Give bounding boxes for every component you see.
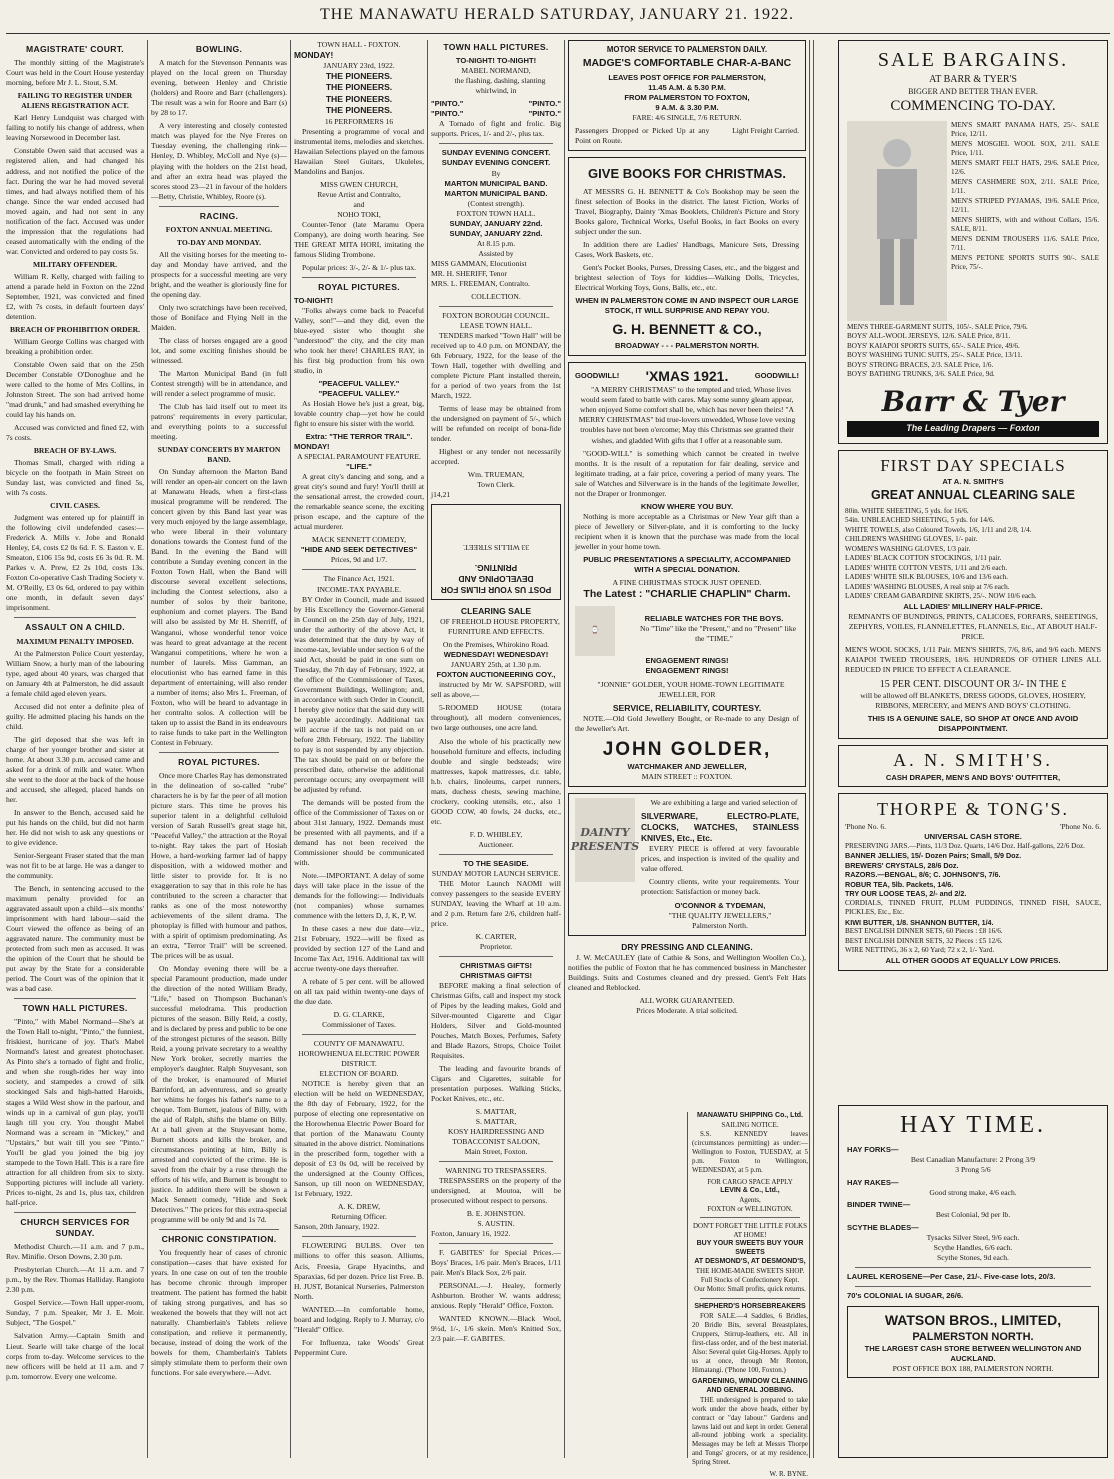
grocery-list: PRESERVING JARS.—Pints, 11/3 Doz. Quarts, 14/6 Doz. Half-gallons, 22/6 Doz. BANNER JELLIES, 15/- Dozen Pairs; Small, 5/9 Doz. BREWERS' CRYSTALS, 28/6 Doz. RAZORS.—BENGAL, 8/6; C. JOHNSON'S, 7/6. ROBUR TEA, 5lb. Packets, 14/6. TRY OUR LOOSE TEAS, 2/- and 2/2. CORDIALS, TINNED FRUIT, PLUM PUDDINGS, TINNED FISH, SAUCE, PICKLES, Etc., Etc. KIWI BUTTER, 1/8. SHANNON BUTTER, 1/4. BEST ENGLISH DINNER SETS, 60 Pieces : £8 16/6. BEST ENGLISH DINNER SETS, 32 Pieces : £5 12/6. WIRE NETTING, 36 x 2, 60 Yard; 72 x 2, 1/- Yard. <box>845 841 1101 955</box>
shipping-column: MANAWATU SHIPPING Co., Ltd. SAILING NOTICE. S.S. KENNEDY leaves (circumstances permitting) as under:—Wellington to Foxton, TUESDAY, at 5 p.m. Foxton to Wellington, WEDNESDAY, at 5 p.m. FOR CARGO SPACE APPLY LEVIN & Co., Ltd., Agents, FOXTON or WELLINGTON. DON'T FORGET THE LITTLE FOLKS AT HOME! BUY YOUR SWEETS BUY YOUR SWEETS AT DESMOND'S, AT DESMOND'S, THE HOME-MADE SWEETS SHOP. Full Stocks of Confectionery Kept. Our Motto: Small profits, quick returns. SHEPHERD'S HORSEBREAKERS FOR SALE.—4 Saddles, 6 Bridles, 20 Bridle Bits, several Breastplates, Cruppers, Stirrup-leathers, etc. All in first-class order, and of the best material. Also: Several quiet Gig-Horses. Apply to us at once, through Mr Renton, Himatangi. ('Phone 100, Foxton.) GARDENING, WINDOW CLEANING AND GENERAL JOBBING. THE undersigned is prepared to take work under the above heads, either by contract or "day labour." Gardens and lawns laid out and kept in order. General all-round jobbing work a speciality. Messages may be left at Messrs Thorpe and Tongs' grocers, or at my residence, Spring Street. W. R. BYNE. <box>687 1112 808 1458</box>
an-smith-sale-ad: FIRST DAY SPECIALS AT A. N. SMITH'S GREAT ANNUAL CLEARING SALE 80in. WHITE SHEETING, 5 yds. for 16/6. 54in. UNBLEACHED SHEETING, 5 yds. for 14/6. WHITE TOWELS, also Coloured Towels, 1/6, 1/11 and 2/8, 1/4. CHILDREN'S WASHING GLOVES, 1/- pair. WOMEN'S WASHING GLOVES, 1/3 pair. LADIES' BLACK COTTON STOCKINGS, 1/11 pair. LADIES' WHITE COTTON VESTS, 1/11 and 2/6 each. LADIES' WHITE SILK BLOUSES, 10/6 and 13/6 each. LADIES' WASHING BLOUSES, A real snip at 7/6 each. LADIES' CREAM GABARDINE SKIRTS, 25/-. NOW 10/6 each. ALL LADIES' MILLINERY HALF-PRICE. REMNANTS OF BUNDINGS, PRINTS, CALICOES, FORFARS, SHEETINGS, ZEPHYRS, VOILES, FLANNELETTES, FLANNELS, Etc., AT ABOUT HALF-PRICE. MEN'S WOOL SOCKS, 1/11 Pair. MEN'S SHIRTS, 7/6, 8/6, and 9/6 each. MEN'S KAIAPOI TWEED TROUSERS, 18/6. HUNDREDS OF OTHER LINES ALL REDUCED IN PRICE TO EFFECT A CLEARANCE. 15 PER CENT. DISCOUNT OR 3/- IN THE £ will be allowed off BLANKETS, DRESS GOODS, GLOVES, HOSIERY, RIBBONS, MERCERY, and MEN'S AND BOYS' CLOTHING. THIS IS A GENUINE SALE, SO SHOP AT ONCE AND AVOID DISAPPOINTMENT. <box>838 450 1108 739</box>
paragraph: TENDERS marked "Town Hall" will be received up to 4.0 p.m. on MONDAY, the 6th February, 1922, for the lease of the Town Hall, together with dwelling and complete Picture Plant installed therein, for a period of two years from the 1st March, 1922. <box>431 330 561 400</box>
column-rule <box>427 40 428 1458</box>
band-name: MARTON MUNICIPAL BAND. <box>444 188 548 198</box>
performers-line: 16 PERFORMERS 16 <box>324 116 394 126</box>
subheading: TO-DAY AND MONDAY. <box>176 237 262 247</box>
paragraph: Constable Owen said that accused was a registered alien, and had changed his address, and not notified the police of the fact. During the war he had moved several times, and had always notified them of his change. Since the war ended accused had moved again, and had not sent in any notification of the fact. Accused was under the impression that the regulations had ceased automatically with the ending of the war. Convicted and ordered to pay costs 5s. <box>6 146 144 256</box>
column-rule <box>564 40 565 1458</box>
town-hall-header: TOWN HALL - FOXTON. <box>317 40 401 49</box>
hay-time-ad: HAY TIME. HAY FORKS— Best Canadian Manufacture: 2 Prong 3/9 3 Prong 5/6 HAY RAKES— Good strong make, 4/6 each. BINDER TWINE— Best Colonial, 9d per lb. SCYTHE BLADES— Tysacks Silver Steel, 9/6 each. Scythe Handles, 6/6 each. Scythe Stones, 9d each. LAUREL KEROSENE—Per Case, 21/-. Five-case lots, 20/3. 70's COLONIAL IA SUGAR, 26/6. WATSON BROS., LIMITED, PALMERSTON NORTH. THE LARGEST CASH STORE BETWEEN WELLINGTON AND AUCKLAND. POST OFFICE BOX 188, PALMERSTON NORTH. <box>838 1105 1108 1458</box>
heading-magistrates-court: MAGISTRATE' COURT. <box>26 44 124 54</box>
subheading: CIVIL CASES. <box>50 500 100 510</box>
man-illustration-icon <box>847 121 947 321</box>
collection: COLLECTION. <box>471 291 521 301</box>
paragraph: NOTICE is hereby given that an election will be held on WEDNESDAY, the 8th day of February, 1922, for the purpose of electing one representative on the Horowhenua Electric Power Board for that portion of the Manawatu County situated in the above district. Nominations in the prescribed form, together with a deposit of £3 0s 0d, will be received by the undersigned at the County Offices, Sanson, up till noon on WEDNESDAY, 1st February, 1922. <box>294 1079 424 1199</box>
signature: Commissioner of Taxes. <box>322 1020 396 1030</box>
paragraph: The Club has laid itself out to meet its patrons' requirements in every particular, and everything points to a successful meeting. <box>151 402 287 442</box>
paragraph: On Sunday afternoon the Marton Band will render an open-air concert on the lawn at Manawatu Heads, when a first-class musical programme will be rendered. The concert given by this Band last year was very much enjoyed by the large assemblage, who were liberal in their voluntary donations towards the Contest fund of the Band. In the evening the Band will contribute a Sunday evening concert in the Foxton Town Hall, when the Band will discourse several excellent selections, including the Contest selections, also a number of solos by their baritone, euphonium and cornet players. The Band will also be assisted by Mr H. Sherriff, of Wanganui, whose wonderful tenor voice was heard to great advantage at the recent Wanganui competitions, where he won a number of laurels. Miss Gamman, an elocutionist who has earned fame in this department of entertaining, will also render a number of items; also Mrs L. Freeman, of Foxton, who will be heard to advantage in her contralto solos. A collection will be taken up to assist the Band in its endeavours to raise funds to take part in the Wellington Contest in February. <box>151 467 287 747</box>
extra-line: Extra: "THE TERROR TRAIL". <box>305 432 413 442</box>
paragraph: For Influenza, take Woods' Great Peppermint Cure. <box>294 1337 424 1357</box>
heading-town-hall-pictures-ad: TOWN HALL PICTURES. <box>443 42 549 52</box>
paragraph: "Pinto," with Mabel Normand—She's at the Town Hall to-night, "Pinto," the funniest, friskiest, hurricane of joy. That's Mabel Normand's latest and greatest photochaser. As Pinto she's a tornado of fight and frolic, and when she rough-rides her way into society, and stampedes a crowd of silk stockinged Sals and high-hatted Haroids, stages a Wild West show in the parlour, and winds up in a carnival of gun play, you'll laugh till you cry. You thought Mabel Normand was a scream in "Mickey," and "Upstairs," but wait till you see "Pinto." You'll be glad you joined the big joy stampede to the Town Hall. This is a rare fire attraction for all children from six to sixty. Supporting pictures will include all variety. Prices to-night, 2s and 1s, plus tax, children half-price. <box>6 1017 144 1207</box>
divider <box>302 569 416 570</box>
masthead-rule <box>6 33 1110 34</box>
signature: Sanson, 20th January, 1922. <box>294 1222 380 1232</box>
column-rule <box>809 40 810 1458</box>
pioneers-title: THE PIONEERS. <box>325 82 393 93</box>
seaside-title: TO THE SEASIDE. <box>463 858 529 868</box>
divider <box>439 1161 553 1162</box>
signature: B. E. JOHNSTON. <box>466 1209 526 1219</box>
paragraph: Thomas Small, charged with riding a bicycle on the footpath in Main Street on Sunday last, was convicted and fined 5s, with 7s costs. <box>6 457 144 497</box>
subheading: MAXIMUM PENALTY IMPOSED. <box>16 636 134 646</box>
signature: Wm. TRUEMAN, <box>467 469 525 479</box>
paragraph: Presenting a programme of vocal and instrumental items, melodies and sketches. Hawaiian Selections played on the famous Hawaiian Steel Guitars, Ukuleles, Mandolins and Banjos. <box>294 126 424 176</box>
paragraph: THE Motor Launch NAOMI will convey passengers to the seaside EVERY SUNDAY, leaving the Wharf at 10 a.m. and 2 p.m. Return fare 2/6, children half-price. <box>431 878 561 928</box>
paragraph: Karl Henry Lundquist was charged with failing to notify his change of address, when leaving Norsewood in December last. <box>6 113 144 143</box>
divider <box>302 1236 416 1237</box>
reference: j14,21 <box>431 489 451 499</box>
pioneers-title: THE PIONEERS. <box>325 71 393 82</box>
performer: MR. H. SHERIFF, Tenor <box>431 268 507 278</box>
paragraph: Note.—IMPORTANT. A delay of some days will take place in the issue of the demands for the following:— Individuals (not companies) whose surnames commence with the letters D, J, K, P, W. <box>294 870 424 920</box>
subheading: FOXTON ANNUAL MEETING. <box>165 224 273 234</box>
clearing-sale-title: CLEARING SALE <box>460 605 532 616</box>
paragraph: BY Order in Council, made and issued by His Excellency the Governor-General in Council on the 25th day of July, 1921, under the authority of the above Act, it was determined that the duty by way of income-tax, leviable under section 6 of the said Act, should be paid in one sum on Tuesday, the 7th day of February, 1922, at the office of the Commissioner of Taxes, Government Buildings, Wellington; and, in accordance with such Order in Council, I hereby give notice that the said duty will be payable accordingly. Additional tax will accrue if the tax is not paid on or before 28th February, 1922. The liability to pay is not suspended by any objection. The tax should be paid on or before the prescribed date, otherwise the additional percentage occurs; any overpayment will be adjusted by refund. <box>294 594 424 794</box>
paragraph: A very interesting and closely contested match was played for the Nye Freres on Tuesday evening, the challenging rink—Henley, D. Whibley, McColl and Nye (s)—playing with the holders on the 21st head, and after an extra head was played the scores stood 23—21 in favour of the holders—Betty, Christie, Whibley, Roore (s). <box>151 121 287 201</box>
paragraph: BEFORE making a final selection of Christmas Gifts, call and inspect my stock of Pipes by the leading makes, Gold and Silver-mounted Cigarette and Cigar Holders, Silver and Gold-mounted Pouches, Match Boxes, Perfumes, Safety and Blade Razors, Strops, Choice Toilet Requisites. <box>431 980 561 1060</box>
divider <box>159 1229 279 1230</box>
sale-items: MEN'S SMART PANAMA HATS, 25/-. SALE Price, 12/11. MEN'S MOSGIEL WOOL SOX, 2/11. SALE Price, 1/11. MEN'S SMART FELT HATS, 29/6. SALE Price, 12/6. MEN'S CASHMERE SOX, 2/11. SALE Price, 1/11. MEN'S STRIPED PYJAMAS, 19/6. SALE Price, 12/11. MEN'S SHIRTS, with and without Collars, 15/6. SALE, 8/11. MEN'S DENIM TROUSERS 11/6. SALE Price, 7/11. MEN'S PETONE SPORTS SUITS 90/-. SALE Price, 75/-. <box>951 120 1099 272</box>
concert-time: At 8.15 p.m. <box>476 238 516 248</box>
dainty-presents-logo: DAINTY PRESENTS <box>575 798 635 882</box>
divider <box>14 1212 136 1213</box>
date-line: JANUARY 23rd, 1922. <box>323 61 395 71</box>
paragraph: The monthly sitting of the Magistrate's Court was held in the Court House yesterday morning, before Mr J. L. Stout, S.M. <box>6 58 144 88</box>
signature: Auctioneer. <box>478 839 514 849</box>
assisted-by: Assisted by <box>478 248 514 258</box>
paragraph: Counter-Tenor (late Maramu Opera Company), are doing worth hearing. See THE GREAT MITA HORI, imitating the famous Sliding Trombone. <box>294 219 424 259</box>
performer: MISS GAMMAN, Elocutionist <box>431 258 527 268</box>
christmas-gifts-title: CHRISTMAS GIFTS! <box>459 960 533 970</box>
paragraph: William R. Kelly, charged with failing to attend a parade held in Foxton on the 22nd September, 1921, was convicted and fined £2, with 7s costs, in default fourteen days' detention. <box>6 271 144 321</box>
paragraph: The class of horses engaged are a good lot, and some exciting finishes should be witnessed. <box>151 336 287 366</box>
watch-icon: ⌚ <box>575 606 615 656</box>
divider <box>439 143 553 144</box>
paragraph: Senior-Sergeant Fraser stated that the man was not fit to be at large. He was a danger to the community. <box>6 850 144 880</box>
artist-role: Revue Artist and Contralto, <box>317 189 401 199</box>
artist-name: MISS GWEN CHURCH, <box>320 179 398 189</box>
lease-title: LEASE TOWN HALL. <box>459 320 533 330</box>
contest-strength: (Contest strength). <box>467 198 525 208</box>
subheading: BREACH OF PROHIBITION ORDER. <box>9 324 141 334</box>
pioneers-title: THE PIONEERS. <box>325 105 393 116</box>
prices-line: Prices, 9d and 1/7. <box>330 555 388 565</box>
column-3 <box>294 40 424 1458</box>
signature: A. K. DREW, <box>337 1202 381 1212</box>
warning-title: WARNING TO TRESPASSERS. <box>445 1166 547 1176</box>
signature: F. D. WHIBLEY, <box>469 829 523 839</box>
paragraph: 5-ROOMED HOUSE (totara throughout), all modern conveniences, two large outhouses, one acre land. <box>431 703 561 733</box>
subheading: FAILING TO REGISTER UNDER ALIENS REGISTRATION ACT. <box>17 91 133 111</box>
paragraph: Methodist Church.—11 a.m. and 7 p.m., Rev. Minifie. Orson Downs, 2.30 p.m. <box>6 1242 144 1262</box>
paragraph: Only two scratchings have been received, those of Boniface and Flying Nell in the Maiden. <box>151 303 287 333</box>
paragraph: On Monday evening there will be a special Paramount production, made under the direction of the noted William Brady, "Life," based on Thompson Buchanan's successful melodrama. This production pictures of the season. Billy Reid, a costly, and is declared by press and public to be one of the strongest pictures of the season. Billy Reid, a young private secretary to a wealthy New York broker, secretly marries the employer's daughter. Ralph Stuyvesant, son of the broker, is enamoured of Muriel Barrinford, an adventuress, and so greatly her whims he forges his father's name to a cheque. Tom Burnett, jealous of Billy, with the aid of Ralph, shifts the blame on Billy. At a ball given at the Stuyvesant home, Burnett shoots and kills the broker, and circumstances pointing at him, Billy is arrested and convicted of the crime. He is saved from the chair by a ruse through the efforts of his wife, and Burnett is brought to justice. In addition there will be shown a Mack Sennett comedy, "Hide and Seek Detectives." The prices for this extra-special programme will be only 9d and 1s 7d. <box>151 964 288 1224</box>
divider <box>439 1243 553 1244</box>
concert-date: SUNDAY, JANUARY 22nd. <box>449 218 543 228</box>
heading-bowling: BOWLING. <box>195 44 243 54</box>
column-1 <box>6 40 144 1458</box>
band-name: MARTON MUNICIPAL BAND. <box>444 178 548 188</box>
column-2 <box>151 40 287 1458</box>
paragraph: The Marton Municipal Band (in full Contest strength) will be in attendance, and will render a select programme of music. <box>151 369 287 399</box>
sale-items-more: MEN'S THREE-GARMENT SUITS, 105/-. SALE Price, 79/6. BOYS' ALL-WOOL JERSEYS, 12/6. SALE Price, 8/11. BOYS' KAIAPOI SPORTS SUITS, 65/-. SALE Price, 49/6. BOYS' WASHING TUNIC SUITS, 25/-. SALE Price, 13/11. BOYS' STRONG BRACES, 2/3. SALE Price, 1/6. BOYS' BATHING TRUNKS, 3/6. SALE Price, 9d. <box>847 322 1028 379</box>
thorpe-tongs-ad: THORPE & TONG'S. 'Phone No. 6. 'Phone No. 6. UNIVERSAL CASH STORE. PRESERVING JARS.—Pints, 11/3 Doz. Quarts, 14/6 Doz. Half-gallons, 22/6 Doz. BANNER JELLIES, 15/- Dozen Pairs; Small, 5/9 Doz. BREWERS' CRYSTALS, 28/6 Doz. RAZORS.—BENGAL, 8/6; C. JOHNSON'S, 7/6. ROBUR TEA, 5lb. Packets, 14/6. TRY OUR LOOSE TEAS, 2/- and 2/2. CORDIALS, TINNED FRUIT, PLUM PUDDINGS, TINNED FISH, SAUCE, PICKLES, Etc., Etc. KIWI BUTTER, 1/8. SHANNON BUTTER, 1/4. BEST ENGLISH DINNER SETS, 60 Pieces : £8 16/6. BEST ENGLISH DINNER SETS, 32 Pieces : £5 12/6. WIRE NETTING, 36 x 2, 60 Yard; 72 x 2, 1/- Yard. ALL OTHER GOODS AT EQUALLY LOW PRICES. <box>838 793 1108 971</box>
signature: Foxton, January 16, 1922. <box>431 1229 511 1239</box>
paragraph: the flashing, dashing, slanting whirlwind, in <box>454 76 546 96</box>
paragraph: The Bench, in sentencing accused to the maximum penalty provided for an aggravated assault upon a child—six months' imprisonment with hard labour—said the Court viewed the offence as being of an aggravated nature. The community must be protected from such men as accused. It was the opinion of the Court that he should be put away by the State for a considerable period. The Court was of the opinion that it was a bad case. <box>6 883 144 994</box>
divider <box>302 1034 416 1035</box>
prices-moderate: Prices Moderate. A trial solicited. <box>636 1005 738 1015</box>
paragraph: Highest or any tender not necessarily accepted. <box>431 446 561 466</box>
performer: MRS. L. FREEMAN, Contralto. <box>431 278 530 288</box>
heading-church-services: CHURCH SERVICES FOR SUNDAY. <box>20 1216 130 1239</box>
paragraph: Once more Charles Ray has demonstrated in the delineation of so-called "rube" characters he is by far the peer of all motion picture stars. This time he proves his superior talent in a delightful celluloid version of Sarah Russell's great stage hit, "Peaceful Valley," the attraction at the Royal to-night. Ray takes the part of Hosiah Howe, a hard-working farmer lad of happy disposition, with a widowed mother and little sister to provide for. It is no exaggeration to say that in this role he has contributed to the screen a character that ranks as one of the most noteworthy achievements of the silent drama. The photoplay is filled with humour and pathos, with a spirit of optimism predominating. As an extra, "Terror Trail" will be screened. The prices will be as usual. <box>151 771 287 961</box>
paragraph: Salvation Army.—Captain Smith and Lieut. Searle will take charge of the local corps from to-day. Welcome services to the new officers will be held at 11 a.m. and 7 p.m. tomorrow. Every one welcome. <box>6 1331 144 1381</box>
paragraph: TRESPASSERS on the property of the undersigned, at Moutoa, will be prosecuted without respect to persons. <box>431 1176 561 1206</box>
sale-date: JANUARY 25th, at 1.30 p.m. <box>450 660 541 670</box>
paragraph: In these cases a new due date—viz., 21st February, 1922—will be fixed as provided by section 127 of the Land and Income Tax Act, 1916. Additional tax will accrue twenty-one days thereafter. <box>294 924 424 974</box>
and-text: and <box>353 199 365 209</box>
inverted-film-ad: POST US YOUR FILMS FOR DEVELOPING AND PRINTING. 33 WILLIS STREET. <box>431 504 561 600</box>
masthead: THE MANAWATU HERALD SATURDAY, JANUARY 21. 1922. <box>319 6 795 23</box>
launch-title: SUNDAY MOTOR LAUNCH SERVICE. <box>431 868 561 878</box>
heading-town-hall-pictures: TOWN HALL PICTURES. <box>22 1003 128 1014</box>
guarantee: ALL WORK GUARANTEED. <box>639 995 735 1005</box>
golder-jeweller-ad: GOODWILL! 'XMAS 1921. GOODWILL! "A MERRY CHRISTMAS" to the tempted and tried, Whose lives would seem fated to battle with cares. May some sunny gleam appear, when enjoyed Some comfort shall be, which has never been theirs! "A MERRY CHRISTMAS" bid true-lovers unwedded, Whose love vexing troubles have not been o'ercome; May this Christmas see granted their wishes, and gladded With gifts that I offer at a reasonable sum. "GOOD-WILL" is something which cannot be created in twelve months. It is the result of a reputation for fair dealing, service and legitimate trading, at a fair price, covering a period of many years. The sale of Watches and Silverware is in the hands of the legitimate Jeweller, not the Draper or Ironmonger. KNOW WHERE YOU BUY. Nothing is more acceptable as a Christmas or New Year gift than a piece of Jewellery or Silver-plate, and it is comforting to the lucky recipient when it is known that the purchase was made from the local jeweller in your home town. PUBLIC PRESENTATIONS A SPECIALITY, ACCOMPANIED WITH A SPECIAL DONATION. A FINE CHRISTMAS STOCK JUST OPENED. The Latest : "CHARLIE CHAPLIN" Charm. ⌚ RELIABLE WATCHES FOR THE BOYS. No "Time" like the "Present," and no "Present" like the "TIME." ENGAGEMENT RINGS! ENGAGEMENT RINGS! "JONNIE" GOLDER, YOUR HOME-TOWN LEGITIMATE JEWELLER, FOR SERVICE, RELIABILITY, COURTESY. NOTE.—Old Gold Jewellery Bought, or Re-made to any Design of the Jeweller's Art. JOHN GOLDER, WATCHMAKER AND JEWELLER, MAIN STREET :: FOXTON. <box>568 362 806 787</box>
dry-cleaning-title: DRY PRESSING AND CLEANING. <box>621 941 753 952</box>
paragraph: A great city's dancing and song, and a great city's sound and fury! You'll thrill at the sensational arrest, the crowded court, the remarkable seance scene, the exciting prison escape, and the capture of the actual murderer. <box>294 472 424 532</box>
divider <box>439 956 553 957</box>
an-smith-name-ad: A. N. SMITH'S. CASH DRAPER, MEN'S AND BOYS' OUTFITTER, <box>838 745 1108 787</box>
divider <box>14 998 136 999</box>
paragraph: William George Collins was charged with breaking a prohibition order. <box>6 336 144 356</box>
paragraph: In answer to the Bench, accused said he put his hands on the child, but did not harm her. He did not wish to ask any questions or to give evidence. <box>6 807 144 847</box>
paragraph: Constable Owen said that on the 25th December Constable O'Donoghue and he were called to the home of Mrs Collins, in Johnston Street. The son had arrived home "mad drunk," and had smashed everything he could lay his hands on. <box>6 359 145 419</box>
paragraph: Judgment was entered up for plaintiff in the following civil undefended cases:—Frederick A. Mills v. Jobe and Ronald Henley, £4, costs £2 0s 6d. F. S. Easton v. E. Smeaton, £106 15s 9d, costs £6 3s 0d. R. M. Parkes v. A. Prew, £2 2s 10d, costs 13s. Foxton Co-operative Cash Trading Society v. M. O'Reilly, £3 0s 6d, ordered to pay within one month, in default seven days' imprisonment. <box>6 513 144 613</box>
signature: K. CARTER, <box>475 931 517 941</box>
paragraph: "Folks always come back to Peaceful Valley, son!"—and they did, even the blue-eyed sister who thought she "understood" the city, and the city man who took her there! CHARLES RAY, in his first big production from his own studio, in <box>294 306 424 376</box>
paragraph: As Hosiah Howe he's just a great, big, lovable country chap—yet how he could fight to ensure his sister with the world. <box>294 399 424 429</box>
artist-name: NOHO TOKI, <box>337 209 381 219</box>
column-rule <box>290 40 291 1458</box>
monday-label: MONDAY! <box>294 50 334 61</box>
bennett-books-ad: GIVE BOOKS FOR CHRISTMAS. AT MESSRS G. H. BENNETT & Co's Bookshop may be seen the finest selection of Books in the district. The latest Fiction, Works of Travel, Biography, Dainty 'Xmas Booklets, Children's Picture and Story Books galore, Technical Works, Useful Books, in fact Books on every subject under the sun. In addition there are Ladies' Handbags, Manicure Sets, Dressing Cases, Work Baskets, etc. Gent's Pocket Books, Purses, Dressing Cases, etc., and the biggest and brightest selection of Toys for kiddies—Walking Dolls, Tricycles, Electrical Working Toys, Guns, Balls, etc., etc. WHEN IN PALMERSTON COME IN AND INSPECT OUR LARGE STOCK, IT WILL SURPRISE AND REPAY YOU. G. H. BENNETT & CO., BROADWAY - - - PALMERSTON NORTH. <box>568 157 806 356</box>
film-title: "PEACEFUL VALLEY." <box>318 379 400 389</box>
saloon: KOSY HAIRDRESSING AND TOBACCONIST SALOON, <box>448 1127 544 1147</box>
logo-tagline: The Leading Drapers — Foxton <box>847 421 1099 437</box>
paragraph: OF FREEHOLD HOUSE PROPERTY, FURNITURE AND EFFECTS. <box>440 617 560 637</box>
divider <box>302 277 416 278</box>
paragraph: Accused was convicted and fined £2, with 7s costs. <box>6 422 144 442</box>
film-title: "PEACEFUL VALLEY." <box>318 389 400 399</box>
barr-tyer-sale-ad: SALE BARGAINS. AT BARR & TYER'S BIGGER AND BETTER THAN EVER. COMMENCING TO-DAY. MEN'S SMART PANAMA HATS, 25/-. SALE Price, 12/11. MEN'S MOSGIEL WOOL SOX, 2/11. SALE Price, 1/11. MEN'S SMART FELT HATS, 29/6. SALE Price, 12/6. MEN'S CASHMERE SOX, 2/11. SALE Price, 1/11. MEN'S STRIPED PYJAMAS, 19/6. SALE Price, 12/11. MEN'S SHIRTS, with and without Collars, 15/6. SALE, 8/11. MEN'S DENIM TROUSERS 11/6. SALE Price, 7/11. MEN'S PETONE SPORTS SUITS 90/-. SALE Price, 75/-. MEN'S THREE-GARMENT SUITS, 105/-. SALE Price, 79/6. BOYS' ALL-WOOL JERSEYS, 12/6. SALE Price, 8/11. BOYS' KAIAPOI SPORTS SUITS, 65/-. SALE Price, 49/6. BOYS' WASHING TUNIC SUITS, 25/-. SALE Price, 13/11. BOYS' STRONG BRACES, 2/3. SALE Price, 1/6. BOYS' BATHING TRUNKS, 3/6. SALE Price, 9d. Barr & Tyer The Leading Drapers — Foxton <box>838 40 1108 444</box>
tonight-label: TO-NIGHT! TO-NIGHT! <box>455 56 537 66</box>
paragraph: Accused did not enter a definite plea of guilty. He admitted placing his hands on the child. <box>6 701 144 731</box>
subheading: SUNDAY CONCERTS BY MARTON BAND. <box>157 445 281 465</box>
paragraph: All the visiting horses for the meeting to-day and Monday have arrived, and the prospects for a successful meeting are very bright, and the weather is gloriously fine for the opening day. <box>151 249 287 299</box>
paragraph: FLOWERING BULBS. Over ten millions to offer this season. Alliums, Acis, Freesia, Grape Hyacinths, and Sparaxias, 6d per dozen. Price list Free. B. H. JUST, Botanical Nurseries, Palmerston North. <box>294 1241 424 1301</box>
divider <box>439 306 553 307</box>
prices-line: Popular prices: 3/-, 2/- & 1/- plus tax. <box>301 262 417 272</box>
film-title-row: "PINTO." "PINTO." <box>431 109 561 119</box>
column-rule <box>813 40 814 1458</box>
merchant: S. MATTAR, <box>475 1117 517 1127</box>
subheading: BREACH OF BY-LAWS. <box>33 445 117 455</box>
county-title: COUNTY OF MANAWATU. <box>313 1039 405 1049</box>
star-name: MABEL NORMAND, <box>461 66 531 76</box>
paragraph: F. GABITES' for Special Prices.—Boys' Braces, 1/6 pair. Men's Braces, 1/11 pair. Men's Black Sox, 2/6 pair. <box>431 1248 561 1278</box>
pioneers-title: THE PIONEERS. <box>325 93 393 104</box>
paragraph: Terms of lease may be obtained from the undersigned on payment of 5/-, which will be refunded on receipt of bona-fide tender. <box>431 403 561 443</box>
paragraph: Also the whole of his practically new household furniture and effects, including double and single bedsteads; wire mattresses, kapok mattresses, d.r. table, h.b. chairs, linoleums, carpet runners, mats, duchess chests, sewing machine, crockery, cooking utensils, etc., also 1 GOOD COW, 40 fowls, 24 ducks, etc., etc. <box>431 736 561 826</box>
motor-service-ad: MOTOR SERVICE TO PALMERSTON DAILY. MADGE'S COMFORTABLE CHAR-A-BANC LEAVES POST OFFICE FOR PALMERSTON, 11.45 A.M. & 5.30 P.M. FROM PALMERSTON TO FOXTON, 9 A.M. & 3.30 P.M. FARE: 4/6 SINGLE, 7/6 RETURN. Passengers Dropped or Picked Up at any Point on Route. Light Freight Carried. <box>568 40 806 151</box>
paragraph: The demands will be posted from the office of the Commissioner of Taxes on or about 31st January, 1922. Demands must be presented with all payments, and if a demand has not been received the Commissioner should be communicated with. <box>294 797 424 867</box>
paragraph: WANTED.—In comfortable home, board and lodging. Reply to J. Murray, c/o "Herald" Office. <box>294 1304 424 1334</box>
divider <box>159 206 279 207</box>
paragraph: A match for the Stevenson Pennants was played on the local green on Thursday evening, between Henley and Christie (holders) and Roore and Barr (challengers). The result was a win for Roore and Barr (s) by 28 to 17. <box>151 58 287 118</box>
council-title: FOXTON BOROUGH COUNCIL. <box>442 310 550 320</box>
address: Main Street, Foxton. <box>464 1147 528 1157</box>
paragraph: At the Palmerston Police Court yesterday, William Snow, a hurly man of the labouring type, aged about 40 years, was charged that on January 4th at Palmerston, he did assault a female child aged eleven years. <box>6 648 144 698</box>
column-rule <box>147 40 148 1458</box>
paragraph: A rebate of 5 per cent. will be allowed on all tax paid within twenty-one days of the due date. <box>294 977 424 1007</box>
signature: D. G. CLARKE, <box>333 1010 385 1020</box>
column-4 <box>431 40 561 1458</box>
divider <box>159 752 279 753</box>
paragraph: The girl deposed that she was left in charge of her younger brother and sister at home. At about 3.30 p.m. accused came and asked for a drink of milk and water. When she went to the door at the back of the house and accused, she alleged, placed hands on her. <box>6 734 144 804</box>
paragraph: WANTED KNOWN.—Black Wool, 9½d, 1/-, 1/6 skein. Men's Knitted Sox, 2/3 pair.—F. GABITES. <box>431 1314 561 1344</box>
paragraph: You frequently hear of cases of chronic constipation—cases that have existed for years. In one case on out of ten the trouble has become chronic through improper treatment. The patient has formed the habit of taking strong purgatives, and has so weakened the bowels that they will not act naturally. Chamberlain's Tablets relieve constipation, and relieve it permanently, because, instead of doing the work of the bowels for them, Chamberlain's Tablets simply stimulate them to perform their own functions. For sale everywhere.—Advt. <box>151 1248 287 1378</box>
paragraph: The leading and favourite brands of Cigars and Cigarettes, suitable for presentation purposes. Walking Sticks, Pocket Knives, etc., etc. <box>431 1063 561 1104</box>
heading-assault: ASSAULT ON A CHILD. <box>25 622 125 633</box>
auction-company: FOXTON AUCTIONEERING COY., <box>436 670 556 680</box>
election-title: ELECTION OF BOARD. <box>319 1069 399 1079</box>
paragraph: Gospel Service.—Town Hall upper-room, Sunday, 7 p.m. Speaker, Mr J. E. Moir. Subject, "The Gospel." <box>6 1298 144 1328</box>
venue: FOXTON TOWN HALL. <box>456 208 536 218</box>
oconnor-tydeman-ad: DAINTY PRESENTS We are exhibiting a large and varied selection of SILVERWARE, ELECTRO-PLATE, CLOCKS, WATCHES, STAINLESS KNIVES, Etc., Etc. EVERY PIECE is offered at very favourable prices, and inspection is invited of the quality and value offered. Country clients, write your requirements. Your protection: Satisfaction or money back. O'CONNOR & TYDEMAN, "THE QUALITY JEWELLERS," Palmerston North. <box>568 793 806 935</box>
merchant: S. MATTAR, <box>475 1107 517 1117</box>
signature: S. AUSTIN. <box>477 1219 515 1229</box>
signature: Town Clerk. <box>477 479 515 489</box>
barr-tyer-logo: Barr & Tyer <box>881 384 1065 418</box>
heading-royal-pictures-ad: ROYAL PICTURES. <box>318 281 400 292</box>
subheading: MILITARY OFFENDER. <box>32 259 118 269</box>
concert-title: SUNDAY EVENING CONCERT. <box>441 158 551 168</box>
tonight-label: TO-NIGHT! <box>294 296 334 306</box>
paragraph: Presbyterian Church.—At 11 a.m. and 7 p.m., by the Rev. Thomas Halliday. Rangiotu 2.30 p.m. <box>6 1265 144 1295</box>
heading-racing: RACING. <box>199 210 239 221</box>
heading-royal-pictures: ROYAL PICTURES. <box>178 756 260 767</box>
act-title: The Finance Act, 1921. <box>323 574 395 584</box>
heading-chronic-constipation: CHRONIC CONSTIPATION. <box>161 1233 277 1244</box>
district-title: HOROWHENUA ELECTRIC POWER DISTRICT. <box>298 1049 420 1069</box>
paragraph: A Tornado of fight and frolic. Big supports. Prices, 1/- and 2/-, plus tax. <box>431 119 561 139</box>
paragraph: PERSONAL.—J. Healey, formerly Ashburton. Brother W. wants address; anxious. Reply "Herald" Office, Foxton. <box>431 1281 561 1311</box>
signature: Proprietor. <box>479 941 513 951</box>
monday-label: MONDAY! <box>294 442 330 452</box>
film-title: "LIFE." <box>346 462 372 472</box>
paragraph: J. W. McCAULEY (late of Cathie & Sons, and Wellington Woollen Co.), notifies the public of Foxton that he has commenced business in Manchester Buildings. Suits and Costumes cleaned and dry pressed. Gent's Felt Hats cleaned and Reblocked. <box>568 952 806 992</box>
premises: On the Premises, Whirokino Road. <box>442 640 550 650</box>
by-text: By <box>491 168 501 178</box>
film-title-row: "PINTO." "PINTO." <box>431 99 561 109</box>
sale-day: WEDNESDAY! WEDNESDAY! <box>443 650 549 660</box>
act-subtitle: INCOME-TAX PAYABLE. <box>316 584 402 594</box>
paragraph: instructed by Mr W. SAPSFORD, will sell as above,— <box>431 680 561 700</box>
concert-date: SUNDAY, JANUARY 22nd. <box>449 228 543 238</box>
comedy-line: MACK SENNETT COMEDY, <box>311 535 407 545</box>
divider <box>439 854 553 855</box>
christmas-gifts-title: CHRISTMAS GIFTS! <box>459 970 533 980</box>
divider <box>14 617 136 618</box>
film-title: "HIDE AND SEEK DETECTIVES" <box>300 545 418 555</box>
concert-title: SUNDAY EVENING CONCERT. <box>441 148 551 158</box>
signature: Returning Officer. <box>331 1212 387 1222</box>
special-line: A SPECIAL PARAMOUNT FEATURE. <box>297 452 421 462</box>
